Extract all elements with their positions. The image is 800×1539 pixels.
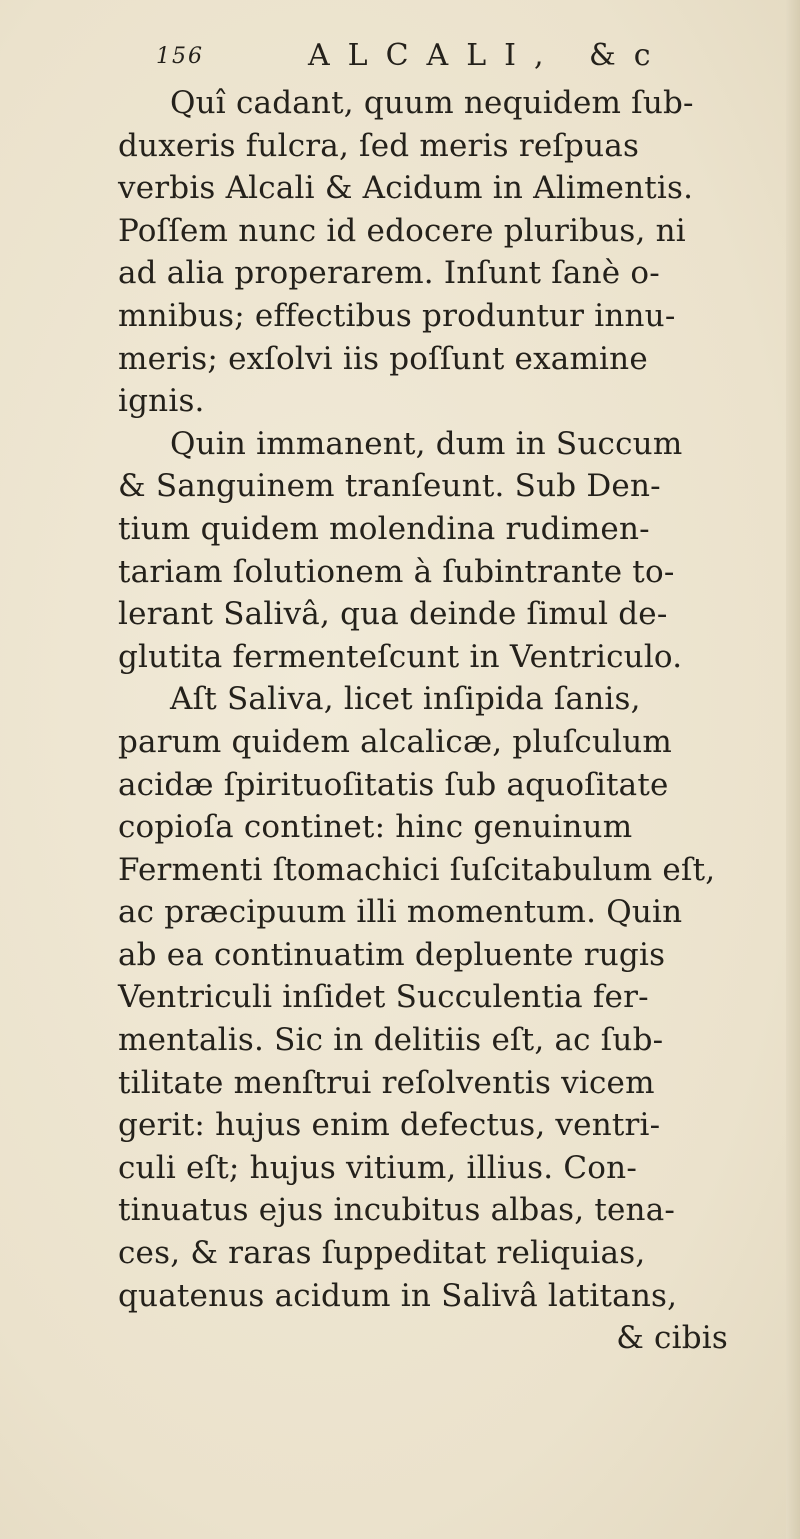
text-line: meris; exſolvi iis poſſunt examine <box>118 340 648 377</box>
text-line: lerant Salivâ, qua deinde ſimul de- <box>118 596 668 633</box>
text-line: ces, & raras ſuppeditat reliquias, <box>118 1235 646 1272</box>
text-line: Quin immanent, dum in Succum <box>170 425 683 462</box>
running-header <box>156 38 756 78</box>
running-title: ALCALI, &c <box>308 38 669 73</box>
page-edge <box>786 0 800 1539</box>
catchword-line: & cibis <box>616 1320 728 1357</box>
text-line: tium quidem molendina rudimen- <box>118 510 650 547</box>
text-line: ignis. <box>118 383 205 420</box>
text-line: verbis Alcali & Acidum in Alimentis. <box>118 170 694 207</box>
text-line: Aſt Saliva, licet inſipida ſanis, <box>170 681 641 718</box>
text-line: tariam ſolutionem à ſubintrante to- <box>118 553 675 590</box>
text-line: copioſa continet: hinc genuinum <box>118 809 633 846</box>
text-line: acidæ ſpirituoſitatis ſub aquoſitate <box>118 766 669 803</box>
text-line: ad alia properarem. Inſunt ſanè o- <box>118 255 660 292</box>
text-line: gerit: hujus enim defectus, ventri- <box>118 1107 661 1144</box>
body-text <box>118 82 768 1360</box>
text-line: ab ea continuatim depluente rugis <box>118 936 666 973</box>
text-line: ac præcipuum illi momentum. Quin <box>118 894 683 931</box>
text-line: culi eſt; hujus vitium, illius. Con- <box>118 1149 637 1186</box>
text-line: tilitate menſtrui reſolventis vicem <box>118 1064 655 1101</box>
page-number: 156 <box>156 44 204 69</box>
text-line: Fermenti ſtomachici ſuſcitabulum eſt, <box>118 851 716 888</box>
text-line: quatenus acidum in Salivâ latitans, <box>118 1277 678 1314</box>
text-line: glutita fermenteſcunt in Ventriculo. <box>118 638 683 675</box>
text-line: mnibus; effectibus produntur innu- <box>118 297 676 334</box>
text-line: parum quidem alcalicæ, pluſculum <box>118 723 673 760</box>
text-line: Quî cadant, quum nequidem ſub- <box>170 85 694 121</box>
text-line: mentalis. Sic in delitiis eſt, ac ſub- <box>118 1022 664 1059</box>
text-line: duxeris fulcra, ſed meris reſpuas <box>118 127 640 164</box>
text-line: Poſſem nunc id edocere pluribus, ni <box>118 212 686 249</box>
text-line: Ventriculi inſidet Succulentia fer- <box>118 979 649 1016</box>
text-line: & Sanguinem tranſeunt. Sub Den- <box>118 468 661 505</box>
text-line: tinuatus ejus incubitus albas, tena- <box>118 1192 676 1229</box>
